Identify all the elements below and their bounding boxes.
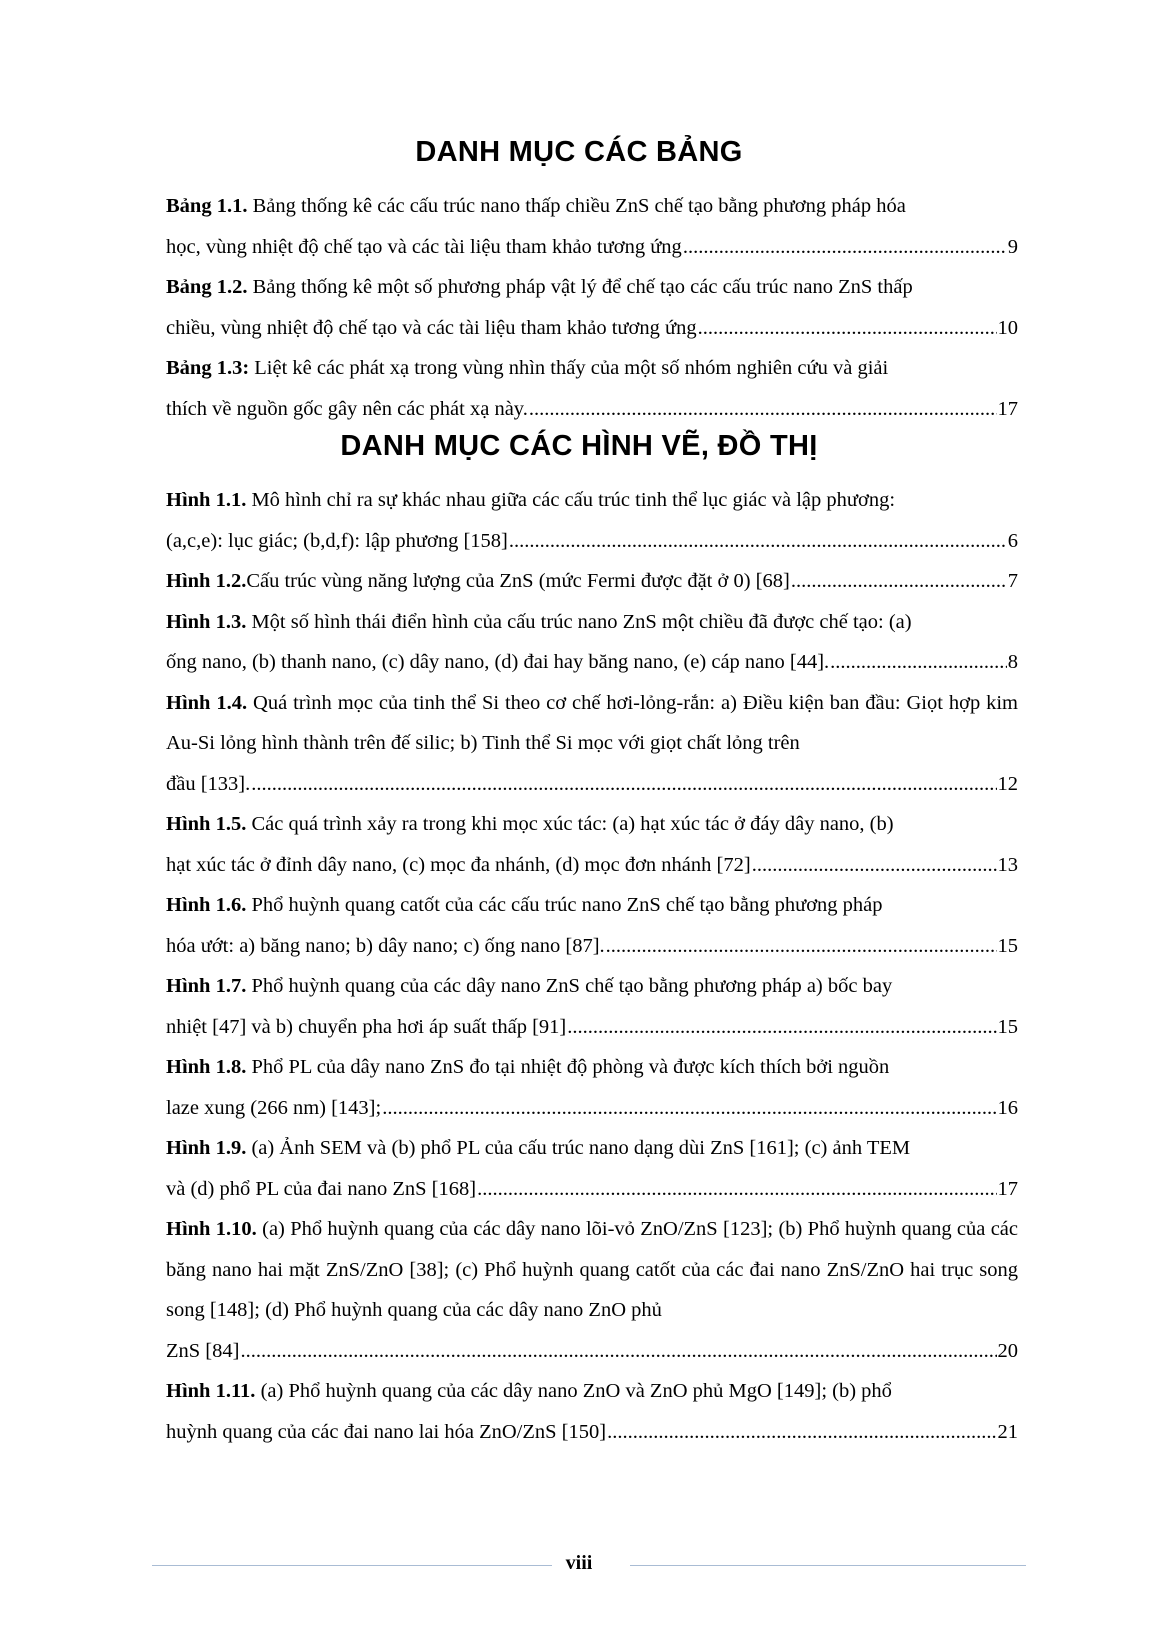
entry-text-end: nhiệt [47] và b) chuyển pha hơi áp suất thấp [91] [166,1015,567,1038]
dot-leader [382,1088,996,1129]
entry-last-line [166,521,1018,562]
entry-text-end: (a,c,e): lục giác; (b,d,f): lập phương [158] [166,529,508,552]
tables-list [166,186,1018,429]
table-entry[interactable] [166,186,1018,267]
entry-text-end: laze xung (266 nm) [143]; [166,1096,382,1119]
entry-text: (a) Ảnh SEM và (b) phổ PL của cấu trúc nano dạng dùi ZnS [161]; (c) ảnh TEM [246,1137,911,1159]
entry-label: Hình 1.5. [166,813,247,835]
dot-leader [606,926,997,967]
figure-entry[interactable] [166,1047,1018,1128]
figure-entry[interactable] [166,966,1018,1047]
dot-leader [240,1331,996,1372]
dot-leader [698,308,997,349]
entry-text-end: chiều, vùng nhiệt độ chế tạo và các tài liệu tham khảo tương ứng [166,316,697,339]
entry-last-line [166,1088,1018,1129]
table-entry[interactable] [166,348,1018,429]
entry-label: Hình 1.3. [166,610,247,633]
dot-leader [509,521,1007,562]
entry-last-line [166,1412,1018,1453]
entry-last-line [166,1331,1018,1372]
entry-label: Hình 1.8. [166,1056,247,1078]
entry-label: Bảng 1.2. [166,276,248,298]
entry-page-number: 17 [997,397,1018,420]
figure-entry[interactable] [166,683,1018,805]
entry-last-line [166,926,1018,967]
entry-text: Bảng thống kê các cấu trúc nano thấp chiều ZnS chế tạo bằng phương pháp hóa [247,195,906,217]
figure-entry[interactable] [166,1209,1018,1371]
entry-page-number: 10 [997,316,1018,339]
entry-text: Một số hình thái điển hình của cấu trúc nano ZnS một chiều đã được chế tạo: (a) [246,610,912,633]
entry-page-number: 21 [997,1420,1018,1443]
figure-entry[interactable] [166,602,1018,683]
entry-label: Hình 1.1. [166,489,247,511]
entry-text-end: hóa ướt: a) băng nano; b) dây nano; c) ống nano [87]. [166,934,605,957]
dot-leader [683,227,1007,268]
entry-text: (a) Phổ huỳnh quang của các dây nano lõi-vỏ ZnO/ZnS [123]; (b) Phổ huỳnh quang của các băng nano hai mặt ZnS/ZnO [38]; (c) Phổ huỳnh quang catốt của các đai nano ZnS/ZnO hai trục song song [148]; (d) Phổ huỳnh quang của các dây nano ZnO phủ [166,1218,1018,1321]
dot-leader [607,1412,996,1453]
entry-text-end: ống nano, (b) thanh nano, (c) dây nano, (d) đai hay băng nano, (e) cáp nano [44]. [166,651,830,673]
footer-rule-right [630,1565,1026,1566]
entry-text-end: Cấu trúc vùng năng lượng của ZnS (mức Fermi được đặt ở 0) [68] [246,570,790,592]
entry-page-number: 20 [997,1339,1018,1362]
entry-page-number: 12 [997,772,1018,795]
dot-leader [791,561,1007,602]
entry-text: Quá trình mọc của tinh thể Si theo cơ chế hơi-lỏng-rắn: a) Điều kiện ban đầu: Giọt hợp kim Au-Si lỏng hình thành trên đế silic; b) Tinh thể Si mọc với giọt chất lỏng trên [166,691,1018,754]
entry-last-line [166,308,1018,349]
dot-leader [529,389,997,430]
entry-page-number: 8 [1007,651,1018,673]
figures-heading: DANH MỤC CÁC HÌNH VẼ, ĐỒ THỊ [340,430,818,462]
entry-text: Mô hình chỉ ra sự khác nhau giữa các cấu trúc tinh thể lục giác và lập phương: [246,489,896,511]
entry-page-number: 13 [997,853,1018,876]
entry-last-line [166,1169,1018,1210]
page-number: viii [565,1552,593,1574]
entry-text-end: học, vùng nhiệt độ chế tạo và các tài liệu tham khảo tương ứng [166,235,682,258]
entry-text-end: và (d) phổ PL của đai nano ZnS [168] [166,1177,477,1200]
entry-last-line [166,642,1018,683]
entry-text: Phổ huỳnh quang của các dây nano ZnS chế tạo bằng phương pháp a) bốc bay [246,975,893,997]
entry-text: Phổ huỳnh quang catốt của các cấu trúc nano ZnS chế tạo bằng phương pháp [246,894,883,916]
entry-page-number: 17 [997,1177,1018,1200]
entry-text: Các quá trình xảy ra trong khi mọc xúc tác: (a) hạt xúc tác ở đáy dây nano, (b) [246,813,894,835]
entry-last-line [166,764,1018,805]
dot-leader [567,1007,996,1048]
dot-leader [830,642,1007,683]
entry-text: Liệt kê các phát xạ trong vùng nhìn thấy của một số nhóm nghiên cứu và giải [249,357,889,379]
entry-label: Hình 1.7. [166,975,247,997]
entry-label: Hình 1.9. [166,1137,247,1159]
dot-leader [752,845,997,886]
entry-label: Bảng 1.1. [166,195,248,217]
entry-text: (a) Phổ huỳnh quang của các dây nano ZnO và ZnO phủ MgO [149]; (b) phổ [255,1380,892,1402]
figure-entry[interactable] [166,480,1018,561]
entry-text-end: thích về nguồn gốc gây nên các phát xạ này. [166,397,528,420]
table-entry[interactable] [166,267,1018,348]
entry-label: Hình 1.2. [166,570,247,592]
entry-text-end: huỳnh quang của các đai nano lai hóa ZnO/ZnS [150] [166,1420,607,1443]
tables-heading: DANH MỤC CÁC BẢNG [415,136,743,168]
dot-leader [477,1169,996,1210]
entry-last-line [166,561,1018,602]
figure-entry[interactable] [166,1371,1018,1452]
entry-page-number: 15 [997,1015,1018,1038]
entry-page-number: 9 [1007,235,1018,258]
entry-text-end: hạt xúc tác ở đỉnh dây nano, (c) mọc đa nhánh, (d) mọc đơn nhánh [72] [166,853,751,876]
figure-entry[interactable] [166,885,1018,966]
entry-page-number: 15 [997,934,1018,957]
figures-list [166,480,1018,1452]
entry-last-line [166,845,1018,886]
figure-entry[interactable] [166,804,1018,885]
entry-text: Phổ PL của dây nano ZnS đo tại nhiệt độ phòng và được kích thích bởi nguồn [246,1056,890,1078]
entry-label: Hình 1.6. [166,894,247,916]
entry-text-end: đầu [133]. [166,772,251,795]
dot-leader [251,764,996,805]
entry-last-line [166,227,1018,268]
entry-label: Hình 1.11. [166,1380,256,1402]
figure-entry[interactable] [166,561,1018,602]
entry-label: Hình 1.4. [166,691,248,714]
entry-page-number: 6 [1007,529,1018,552]
entry-last-line [166,1007,1018,1048]
page-footer [0,1552,1158,1582]
entry-text: Bảng thống kê một số phương pháp vật lý để chế tạo các cấu trúc nano ZnS thấp [247,276,913,298]
figure-entry[interactable] [166,1128,1018,1209]
entry-label: Bảng 1.3: [166,357,250,379]
entry-last-line [166,389,1018,430]
entry-page-number: 7 [1007,570,1018,592]
entry-page-number: 16 [997,1096,1018,1119]
entry-text-end: ZnS [84] [166,1339,240,1362]
entry-label: Hình 1.10. [166,1218,257,1240]
